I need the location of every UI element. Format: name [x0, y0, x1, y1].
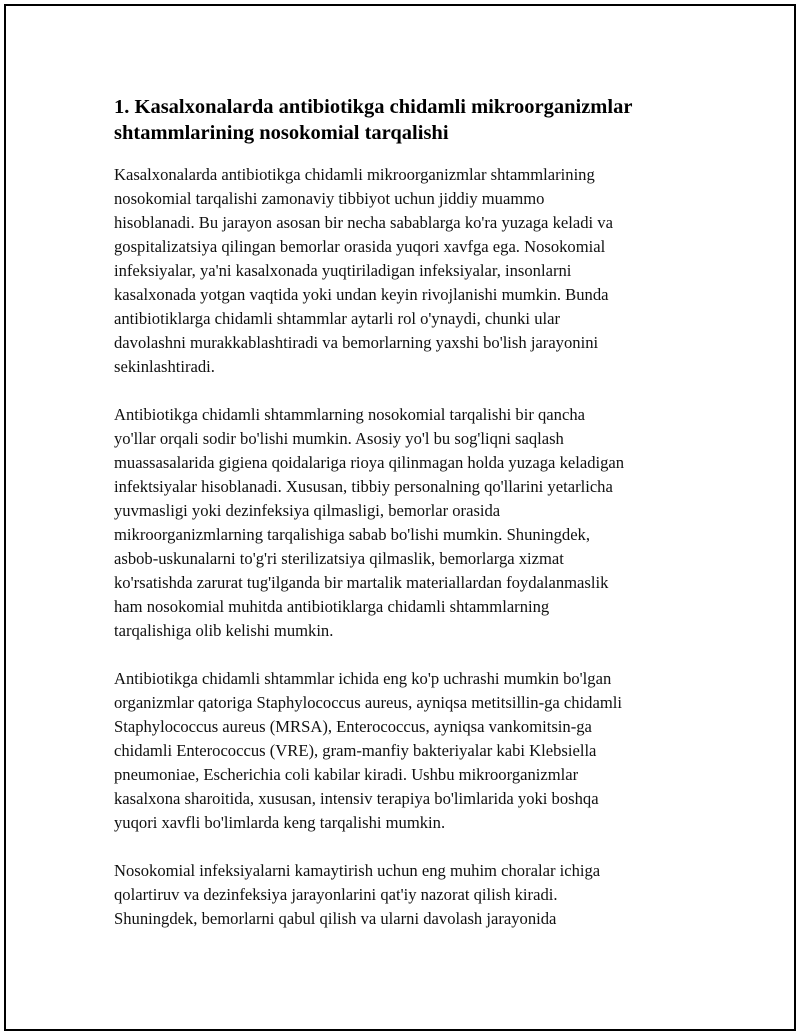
paragraph-line: infektsiyalar hisoblanadi. Xususan, tibbiy personalning qo'llarini yetarlicha [114, 477, 613, 496]
paragraph-line: Antibiotikga chidamli shtammlarning nosokomial tarqalishi bir qancha [114, 405, 585, 424]
paragraph-line: nosokomial tarqalishi zamonaviy tibbiyot uchun jiddiy muammo [114, 189, 545, 208]
section-heading [114, 94, 686, 146]
paragraph [114, 163, 686, 379]
document-body [114, 94, 686, 955]
paragraph-line: pneumoniae, Escherichia coli kabilar kiradi. Ushbu mikroorganizmlar [114, 765, 579, 784]
paragraph [114, 859, 686, 931]
paragraph [114, 667, 686, 835]
paragraph-line: antibiotiklarga chidamli shtammlar aytarli rol o'ynaydi, chunki ular [114, 309, 560, 328]
paragraph-line: yo'llar orqali sodir bo'lishi mumkin. Asosiy yo'l bu sog'liqni saqlash [114, 429, 564, 448]
heading-line: shtammlarining nosokomial tarqalishi [114, 122, 449, 144]
paragraph-line: muassasalarida gigiena qoidalariga rioya qilinmagan holda yuzaga keladigan [114, 453, 625, 472]
paragraph-line: organizmlar qatoriga Staphylococcus aureus, ayniqsa metitsillin-ga chidamli [114, 693, 622, 712]
paragraph-line: hisoblanadi. Bu jarayon asosan bir necha sabablarga ko'ra yuzaga keladi va [114, 213, 613, 232]
paragraph [114, 403, 686, 643]
paragraph-line: infeksiyalar, ya'ni kasalxonada yuqtiriladigan infeksiyalar, insonlarni [114, 261, 572, 280]
paragraph-line: Nosokomial infeksiyalarni kamaytirish uchun eng muhim choralar ichiga [114, 861, 601, 880]
paragraph-line: Staphylococcus aureus (MRSA), Enterococcus, ayniqsa vankomitsin-ga [114, 717, 592, 736]
paragraph-line: mikroorganizmlarning tarqalishiga sabab bo'lishi mumkin. Shuningdek, [114, 525, 591, 544]
paragraph-line: yuqori xavfli bo'limlarda keng tarqalishi mumkin. [114, 813, 446, 832]
paragraph-line: Kasalxonalarda antibiotikga chidamli mikroorganizmlar shtammlarining [114, 165, 595, 184]
paragraph-line: kasalxonada yotgan vaqtida yoki undan keyin rivojlanishi mumkin. Bunda [114, 285, 609, 304]
paragraph-line: tarqalishiga olib kelishi mumkin. [114, 621, 334, 640]
paragraph-line: gospitalizatsiya qilingan bemorlar orasida yuqori xavfga ega. Nosokomial [114, 237, 606, 256]
paragraph-line: ko'rsatishda zarurat tug'ilganda bir martalik materiallardan foydalanmaslik [114, 573, 609, 592]
paragraph-line: yuvmasligi yoki dezinfeksiya qilmasligi, bemorlar orasida [114, 501, 501, 520]
paragraph-line: sekinlashtiradi. [114, 357, 215, 376]
paragraph-line: kasalxona sharoitida, xususan, intensiv terapiya bo'limlarida yoki boshqa [114, 789, 599, 808]
paragraph-line: Shuningdek, bemorlarni qabul qilish va ularni davolash jarayonida [114, 909, 557, 928]
paragraph-line: davolashni murakkablashtiradi va bemorlarning yaxshi bo'lish jarayonini [114, 333, 599, 352]
paragraph-line: chidamli Enterococcus (VRE), gram-manfiy bakteriyalar kabi Klebsiella [114, 741, 597, 760]
paragraph-line: qolartiruv va dezinfeksiya jarayonlarini qat'iy nazorat qilish kiradi. [114, 885, 558, 904]
paragraphs [114, 163, 686, 931]
paragraph-line: Antibiotikga chidamli shtammlar ichida eng ko'p uchrashi mumkin bo'lgan [114, 669, 612, 688]
paragraph-line: asbob-uskunalarni to'g'ri sterilizatsiya qilmaslik, bemorlarga xizmat [114, 549, 564, 568]
paragraph-line: ham nosokomial muhitda antibiotiklarga chidamli shtammlarning [114, 597, 550, 616]
heading-line: 1. Kasalxonalarda antibiotikga chidamli mikroorganizmlar [114, 96, 633, 118]
